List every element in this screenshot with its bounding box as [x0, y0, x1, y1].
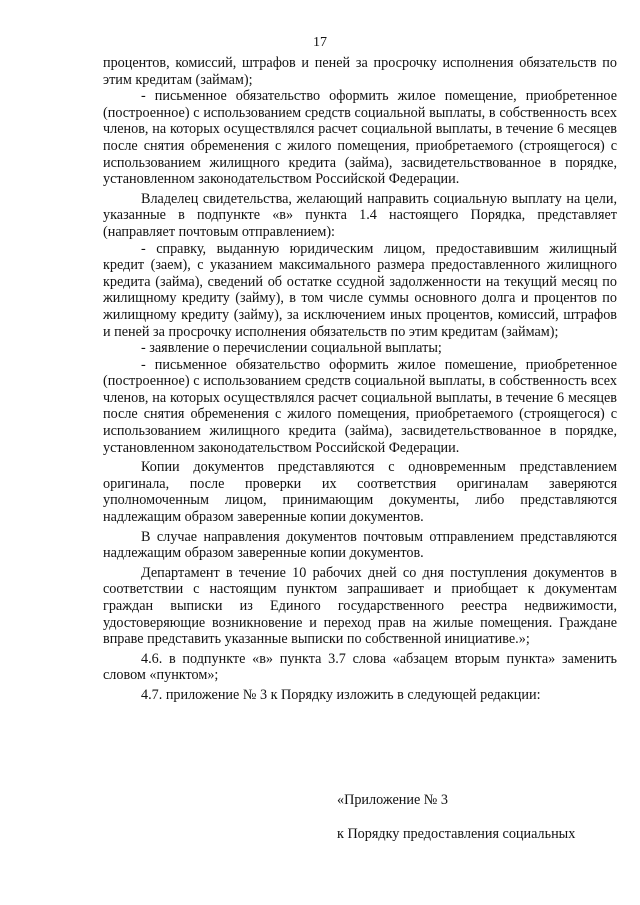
paragraph-department: Департамент в течение 10 рабочих дней со дня поступления документов в соответствии с настоящим пунктом запрашивает и приобщает к документам граждан выписки из Единого государственного реестра недвижимости, удостоверяющие возникновение и переход прав на жилые помещения. Граждане вправе представить указанные выписки по собственной инициативе.»;: [103, 564, 617, 648]
paragraph-certificate-owner: Владелец свидетельства, желающий направить социальную выплату на цели, указанные в подпункте «в» пункта 1.4 настоящего Порядка, представляет (направляет почтовым отправлением):: [103, 190, 617, 240]
paragraph-bank-statement: - справку, выданную юридическим лицом, предоставившим жилищный кредит (заем), с указанием максимального размера предоставленного жилищного кредита (займа), сведений об остатке ссудной задолженности на текущий месяц по жилищному кредиту (займу), в том числе суммы основного долга и процентов по жилищному кредиту (займу), за исключением иных процентов, комиссий, штрафов и пеней за просрочку исполнения обязательств по этим кредитам (займам);: [103, 240, 617, 340]
paragraph-4-7: 4.7. приложение № 3 к Порядку изложить в следующей редакции:: [141, 686, 541, 703]
paragraph-4-6: 4.6. в подпункте «в» пункта 3.7 слова «абзацем вторым пункта» заменить словом «пунктом»;: [103, 650, 617, 684]
paragraph-obligation-2: - письменное обязательство оформить жилое помешение, приобретенное (построенное) с использованием средств социальной выплаты, в собственность всех членов, на которых осуществлялся расчет социальной выплаты, в течение 6 месяцев после снятия обременения с жилого помещения, приобретаемого (строящегося) с использованием жилищного кредита (займа), засвидетельствованное в порядке, установленном законодательством Российской Федерации.: [103, 356, 617, 456]
paragraph-transfer-application: - заявление о перечислении социальной выплаты;: [141, 340, 442, 357]
appendix-subheading: к Порядку предоставления социальных: [337, 826, 576, 842]
page-number: 17: [313, 35, 327, 50]
paragraph-copies: Копии документов представляются с одновременным представлением оригинала, после проверки их соответствия оригиналам заверяются уполномоченным лицом, принимающим документы, либо представляются надлежащим образом заверенные копии документов.: [103, 459, 617, 526]
paragraph-obligation-1: - письменное обязательство оформить жилое помещение, приобретенное (построенное) с использованием средств социальной выплаты, в собственность всех членов, на которых осуществлялся расчет социальной выплаты, в течение 6 месяцев после снятия обременения с жилого помещения, приобретаемого (строящегося) с использованием жилищного кредита (займа), засвидетельствованное в порядке, установленном законодательством Российской Федерации.: [103, 88, 617, 188]
paragraph-continuation: процентов, комиссий, штрафов и пеней за просрочку исполнения обязательств по этим кредитам (займам);: [103, 55, 617, 88]
paragraph-postal: В случае направления документов почтовым отправлением представляются надлежащим образом заверенные копии документов.: [103, 528, 617, 562]
appendix-heading: «Приложение № 3: [337, 792, 448, 808]
document-body: [103, 55, 617, 704]
